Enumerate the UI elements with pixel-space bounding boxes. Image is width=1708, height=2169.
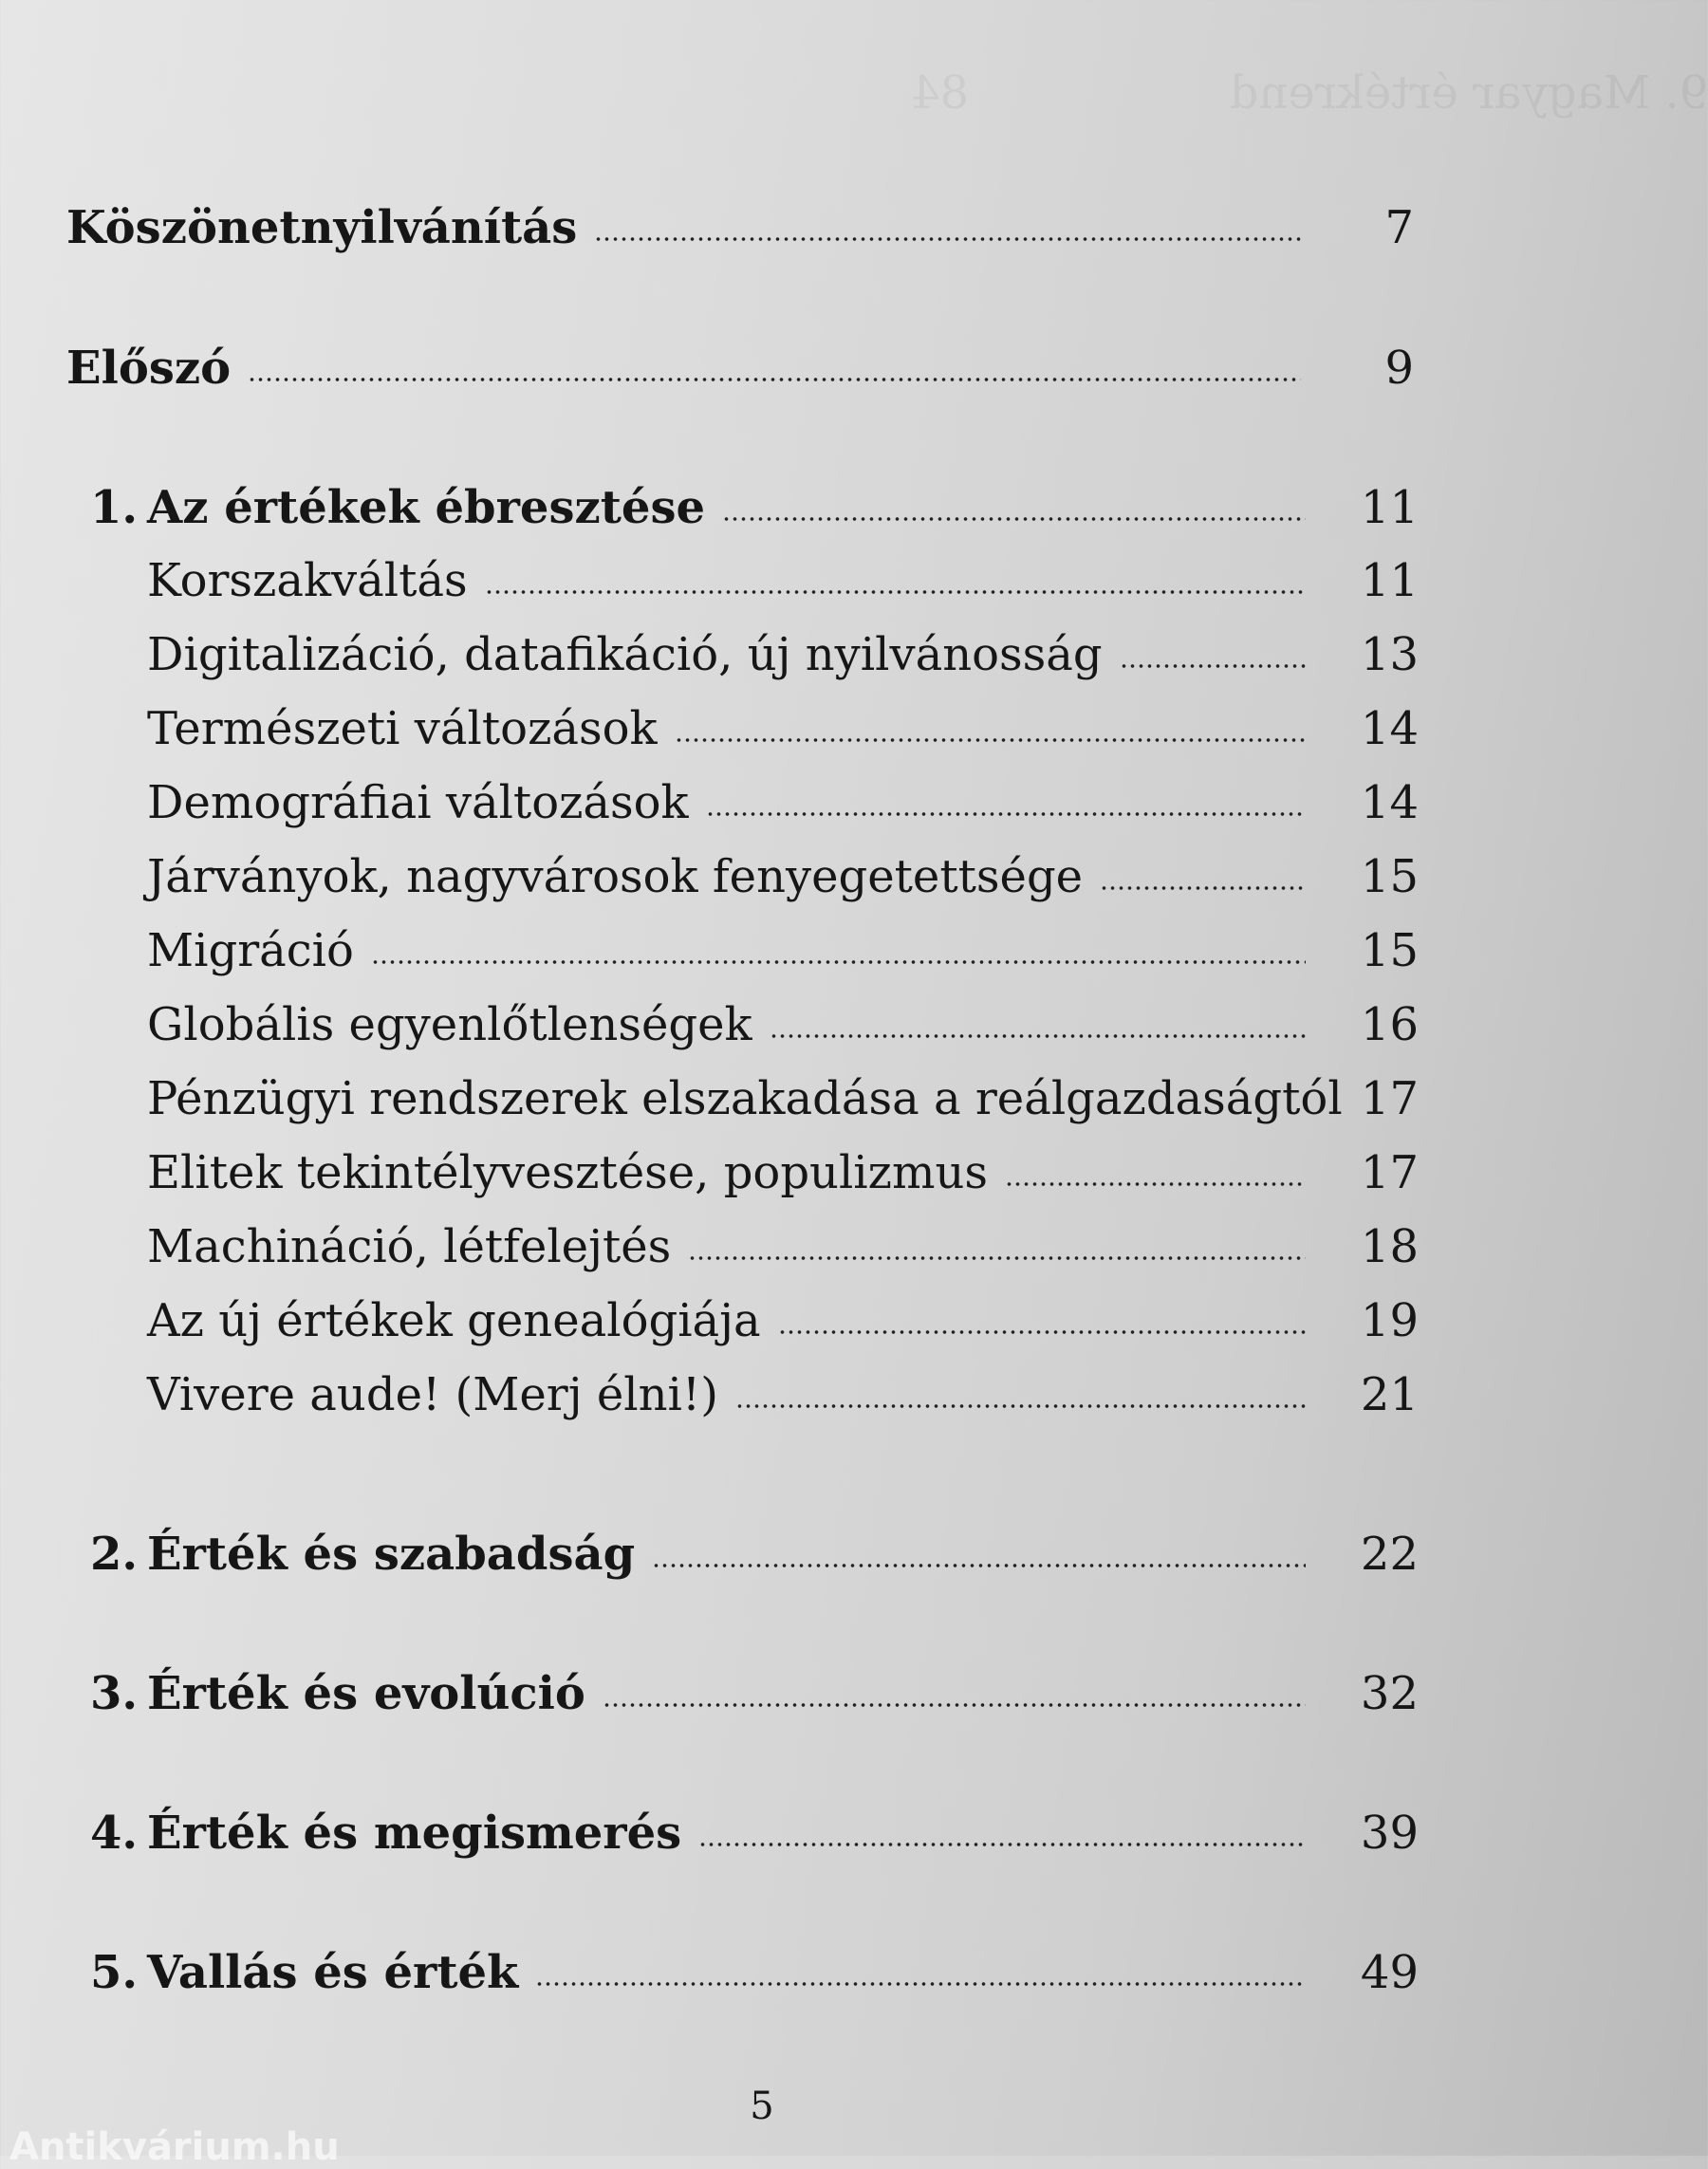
leader-dots [485, 588, 1306, 596]
leader-dots [603, 1701, 1306, 1709]
section-title: Machináció, létfelejtés [147, 1220, 672, 1273]
chapter-page: 11 [1360, 481, 1419, 534]
section-page: 15 [1360, 850, 1419, 903]
chapter-number: 4. [90, 1807, 139, 1860]
toc-section[interactable] [147, 998, 1419, 1053]
chapter-number: 3. [90, 1667, 139, 1720]
leader-dots [722, 515, 1306, 523]
section-title: Demográfiai változások [147, 776, 689, 829]
chapter-number: 1. [90, 481, 139, 534]
leader-dots [535, 1980, 1306, 1988]
chapter-title: Érték és megismerés [147, 1807, 682, 1860]
toc-section[interactable] [147, 776, 1419, 831]
chapter-title: Érték és szabadság [147, 1528, 636, 1581]
chapter-page: 49 [1360, 1946, 1419, 1999]
toc-chapter-1[interactable] [90, 481, 1419, 536]
toc-entry-acknowledgements[interactable] [66, 201, 1414, 256]
section-page: 21 [1360, 1368, 1419, 1421]
section-title: Globális egyenlőtlenségek [147, 998, 752, 1051]
toc-section[interactable] [147, 1220, 1419, 1275]
section-title: Migráció [147, 924, 354, 977]
toc-section[interactable] [147, 702, 1419, 757]
chapter-title: Az értékek ébresztése [147, 481, 705, 534]
leader-dots [371, 958, 1306, 966]
section-title: Pénzügyi rendszerek elszakadása a reálgazdaságtól [147, 1072, 1343, 1125]
leader-dots [698, 1841, 1306, 1848]
leader-dots [688, 1254, 1306, 1262]
leader-dots [1005, 1180, 1306, 1188]
section-page: 14 [1360, 702, 1419, 755]
chapter-number: 2. [90, 1528, 139, 1581]
toc-entry-page: 9 [1384, 342, 1414, 395]
leader-dots [594, 235, 1301, 243]
leader-dots [770, 1032, 1306, 1040]
page-number: 5 [750, 2085, 774, 2128]
toc-section[interactable] [147, 1072, 1419, 1127]
leader-dots [652, 1562, 1306, 1569]
section-page: 11 [1360, 554, 1419, 607]
toc-chapter-5[interactable] [90, 1946, 1419, 2001]
toc-section[interactable] [147, 1146, 1419, 1201]
toc-entry-foreword[interactable] [66, 342, 1414, 397]
chapter-title: Vallás és érték [147, 1946, 519, 1999]
section-page: 17 [1360, 1072, 1419, 1125]
leader-dots [735, 1402, 1306, 1410]
leader-dots [675, 736, 1306, 744]
section-page: 14 [1360, 776, 1419, 829]
section-title: Vivere aude! (Merj élni!) [147, 1368, 718, 1421]
toc-section[interactable] [147, 1368, 1419, 1423]
section-page: 16 [1360, 998, 1419, 1051]
toc-entry-title: Előszó [66, 342, 232, 395]
chapter-title: Érték és evolúció [147, 1667, 585, 1720]
toc-section[interactable] [147, 924, 1419, 979]
toc-entry-page: 7 [1384, 201, 1414, 254]
section-title: Járványok, nagyvárosok fenyegetettsége [147, 850, 1084, 903]
watermark: Antikvárium.hu [9, 2125, 340, 2169]
toc-section[interactable] [147, 1294, 1419, 1349]
section-page: 13 [1360, 628, 1419, 681]
section-title: Természeti változások [147, 702, 658, 755]
chapter-number: 5. [90, 1946, 139, 1999]
chapter-page: 22 [1360, 1528, 1419, 1581]
toc-chapter-2[interactable] [90, 1528, 1419, 1583]
section-title: Az új értékek genealógiája [147, 1294, 761, 1347]
section-page: 18 [1360, 1220, 1419, 1273]
leader-dots [248, 376, 1301, 383]
show-through-text: 9. Magyar értékrend 84 [911, 66, 1708, 120]
leader-dots [706, 810, 1306, 818]
section-title: Korszakváltás [147, 554, 468, 607]
toc-entry-title: Köszönetnyilvánítás [66, 201, 578, 254]
section-page: 17 [1360, 1146, 1419, 1199]
section-page: 15 [1360, 924, 1419, 977]
toc-section[interactable] [147, 628, 1419, 683]
section-title: Digitalizáció, datafikáció, új nyilvánosság [147, 628, 1103, 681]
leader-dots [778, 1328, 1306, 1336]
toc-chapter-4[interactable] [90, 1807, 1419, 1862]
leader-dots [1120, 662, 1306, 670]
toc-chapter-3[interactable] [90, 1667, 1419, 1722]
section-title: Elitek tekintélyvesztése, populizmus [147, 1146, 989, 1199]
toc-section[interactable] [147, 554, 1419, 609]
chapter-page: 32 [1360, 1667, 1419, 1720]
section-page: 19 [1360, 1294, 1419, 1347]
leader-dots [1100, 884, 1306, 892]
toc-section[interactable] [147, 850, 1419, 905]
chapter-page: 39 [1360, 1807, 1419, 1860]
